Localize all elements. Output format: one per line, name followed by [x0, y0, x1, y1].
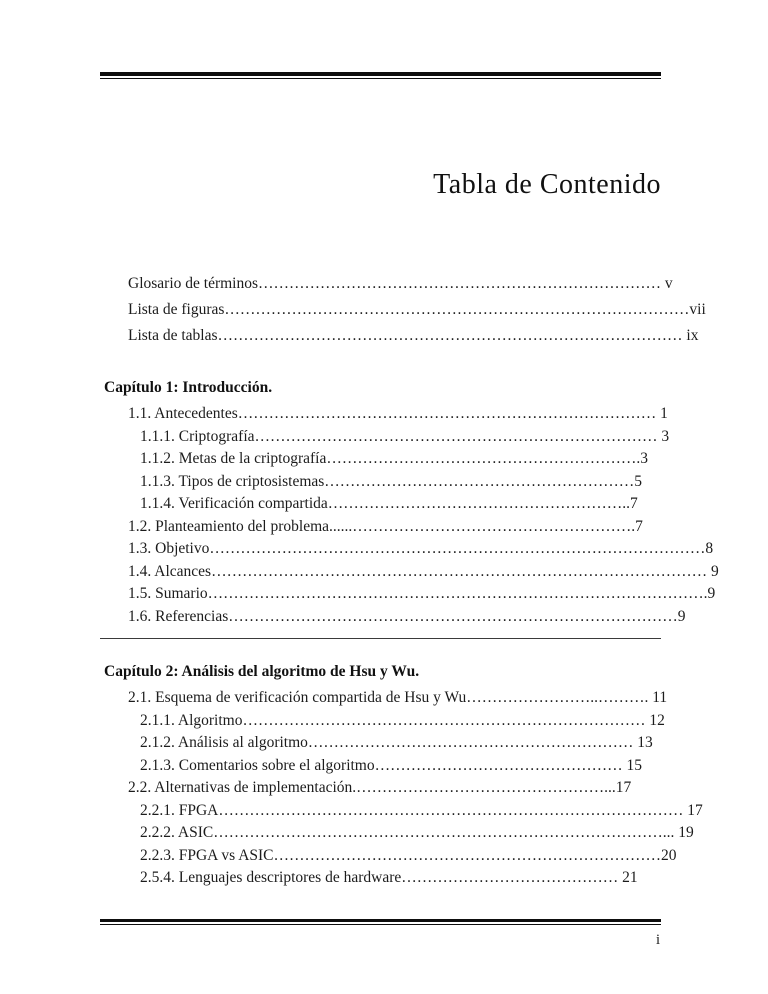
toc-entry: 2.1.2. Análisis al algoritmo……………………………………………………… 13 — [140, 734, 653, 751]
page-title: Tabla de Contenido — [433, 169, 661, 200]
toc-entry: 2.1. Esquema de verificación compartida de Hsu y Wu……………………..………. 11 — [128, 689, 668, 706]
page-number: i — [655, 932, 660, 948]
toc-entry: 2.5.4. Lenguajes descriptores de hardware…………………………………… 21 — [140, 869, 638, 886]
toc-entry: 1.2. Planteamiento del problema......……………………………………………….7 — [128, 517, 643, 535]
chapter-2-section — [0, 663, 768, 890]
toc-entry-glosario: Glosario de términos…………………………………………………………………… v — [128, 275, 673, 292]
chapter-1-list — [128, 403, 728, 628]
chapter-1-heading: Capítulo 1: Introducción. — [104, 379, 273, 396]
toc-entry: 2.2. Alternativas de implementación.…………………………………………...17 — [128, 779, 632, 796]
toc-entry: 1.6. Referencias……………………………………………………………………………9 — [128, 607, 686, 625]
toc-entry-lista-figuras: Lista de figuras………………………………………………………………………………vii — [128, 301, 706, 318]
footer-rule — [100, 919, 661, 925]
toc-entry: 1.4. Alcances…………………………………………………………………………………… 9 — [128, 562, 719, 580]
toc-entry: 2.1.3. Comentarios sobre el algoritmo………………………………………… 15 — [140, 756, 642, 774]
chapter-1-section — [0, 379, 768, 628]
toc-entry-lista-tablas: Lista de tablas……………………………………………………………………………… ix — [128, 327, 699, 344]
front-matter-list — [128, 271, 728, 349]
header-rule — [100, 72, 661, 79]
toc-entry: 2.1.1. Algoritmo…………………………………………………………………… 12 — [140, 711, 665, 729]
toc-entry: 1.1. Antecedentes……………………………………………………………………… 1 — [128, 405, 668, 422]
section-divider — [100, 638, 661, 639]
toc-entry: 1.1.1. Criptografía…………………………………………………………………… 3 — [140, 427, 670, 445]
toc-entry: 1.1.3. Tipos de criptosistemas……………………………………………………5 — [140, 472, 643, 490]
chapter-2-heading: Capítulo 2: Análisis del algoritmo de Hsu y Wu. — [104, 663, 420, 680]
toc-entry: 1.1.4. Verificación compartida…………………………………………………..7 — [140, 495, 638, 512]
chapter-2-list — [128, 687, 728, 890]
toc-entry: 2.2.3. FPGA vs ASIC…………………………………………………………………20 — [140, 846, 677, 864]
toc-entry: 2.2.2. ASIC……………………………………………………………………………... 19 — [140, 824, 694, 841]
toc-entry: 1.1.2. Metas de la criptografía…………………………………………………….3 — [140, 450, 648, 467]
toc-entry: 1.3. Objetivo……………………………………………………………………………………8 — [128, 540, 714, 557]
toc-entry: 1.5. Sumario…………………………………………………………………………………….9 — [128, 585, 716, 602]
toc-entry: 2.2.1. FPGA……………………………………………………………………………… 17 — [140, 801, 703, 819]
